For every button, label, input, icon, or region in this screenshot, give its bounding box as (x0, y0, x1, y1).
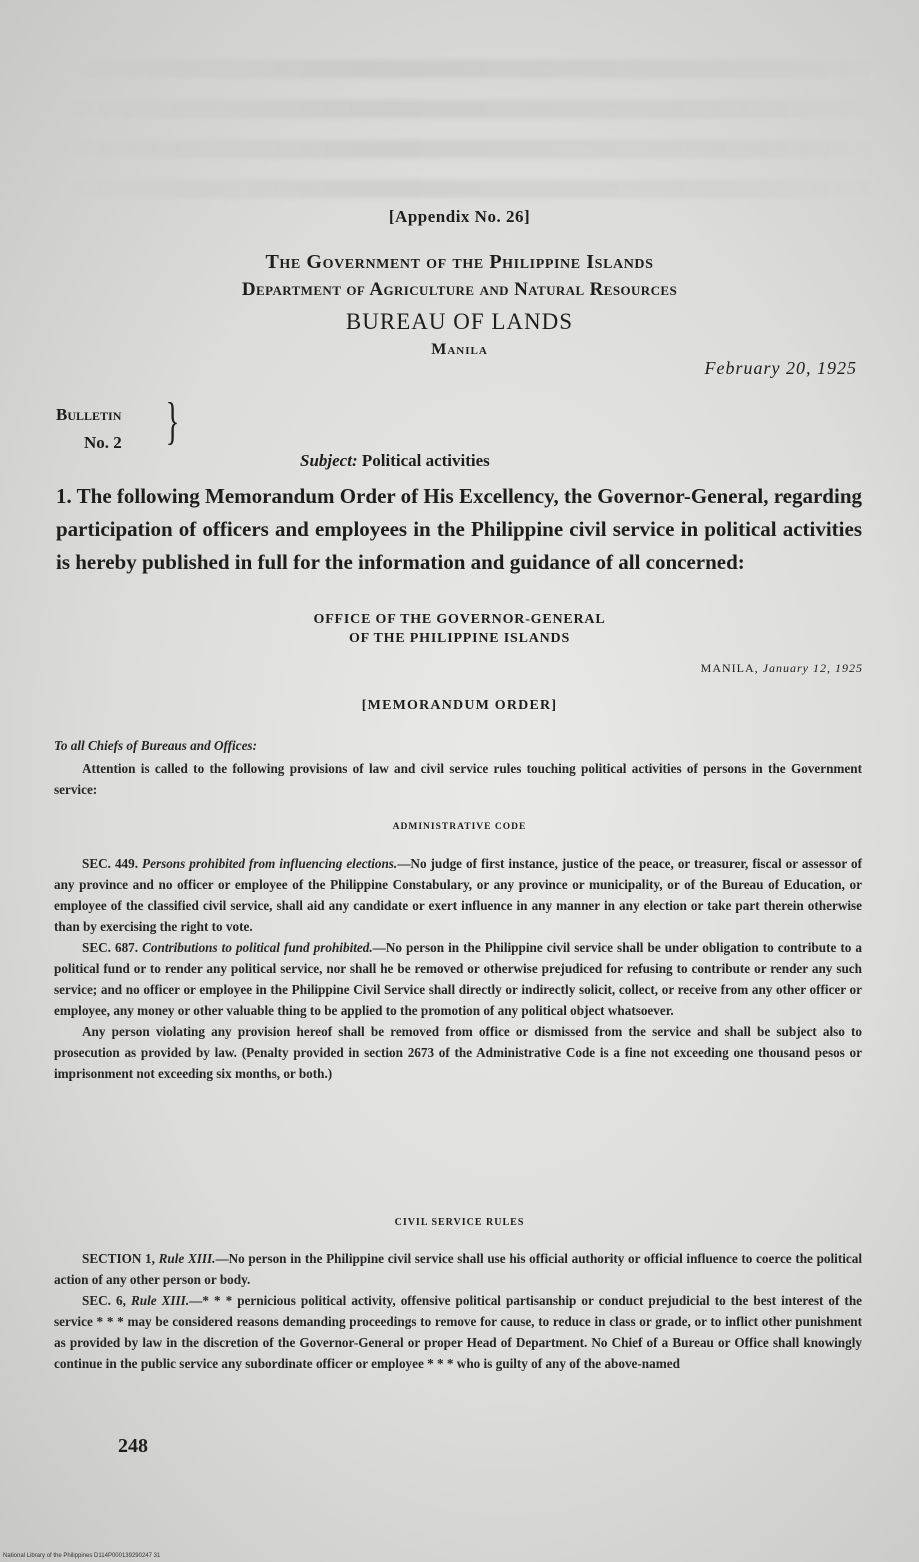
penalty-paragraph: Any person violating any provision hereof shall be removed from office or dismissed from the service and shall be subject also to prosecution as provided by law. (Penalty provided in section 2673 of the Administrative Code is a fine not exceeding one thousand pesos or imprisonment not exceeding six months, or both.) (54, 1024, 862, 1081)
office-heading-line1: OFFICE OF THE GOVERNOR-GENERAL (313, 612, 606, 627)
section-687 (54, 937, 862, 1021)
subject-text: Political activities (361, 451, 490, 470)
civil-service-rules-heading: CIVIL SERVICE RULES (394, 1217, 525, 1228)
rules-block (54, 1248, 862, 1374)
section-449-title: Persons prohibited from influencing elections. (142, 856, 398, 871)
memo-place: MANILA, (700, 661, 759, 675)
bleed-through-shadow (60, 100, 880, 118)
bulletin-date: February 20, 1925 (704, 358, 857, 378)
bulletin-number: No. 2 (84, 433, 122, 452)
section-449-text: —No judge of first instance, justice of the peace, or treasurer, fiscal or assessor of any province and no officer or employee of the Philippine Constabulary, or any province or municipality, or of the Bureau of Education, or employee of the classified civil service, shall aid any candidate or exert influence in any manner in any election or take part therein otherwise than by exercising the right to vote. (54, 856, 862, 934)
bleed-through-shadow (60, 140, 880, 158)
department-heading: Department of Agriculture and Natural Resources (241, 279, 678, 300)
subject-label: Subject: (300, 451, 358, 470)
section-687-label: SEC. 687. (82, 940, 139, 955)
addressee-text: To all Chiefs of Bureaus and Offices: (54, 738, 257, 753)
section-449-label: SEC. 449. (82, 856, 139, 871)
government-heading: The Government of the Philippine Islands (265, 251, 654, 273)
section-687-text: —No person in the Philippine civil service shall be under obligation to contribute to a political fund or to render any political service, nor shall he be removed or otherwise prejudiced for refusing to contribute or render any such service; and no officer or employee in the Philippine Civil Service shall directly or indirectly solicit, collect, or receive from any other officer or employee, any money or other valuable thing to be applied to the promotion of any political object whatsoever. (54, 940, 862, 1018)
rule-section-1 (54, 1248, 862, 1290)
bleed-through-shadow (60, 60, 880, 78)
attention-paragraph: Attention is called to the following provisions of law and civil service rules touching political activities of persons in the Government service: (54, 761, 862, 797)
city-heading: Manila (431, 341, 488, 358)
bulletin-label-block (56, 401, 122, 457)
appendix-heading: [Appendix No. 26] (388, 207, 531, 226)
bureau-heading: BUREAU OF LANDS (345, 309, 574, 334)
section-687-title: Contributions to political fund prohibited. (142, 940, 373, 955)
rule-section-6-text: —* * * pernicious political activity, offensive political partisanship or conduct prejudicial to the best interest of the service * * * may be considered reasons demanding proceedings to remove for cause, to reduce in class or grade, or to inflict other punishment as provided by law in the discretion of the Governor-General or proper Head of Department. No Chief of a Bureau or Office shall knowingly continue in the public service any subordinate officer or employee * * * who is guilty of any of the above-named (54, 1293, 863, 1371)
addressee-line (54, 735, 862, 756)
rule-section-1-label: SECTION 1, (82, 1251, 155, 1266)
rule-section-6 (54, 1290, 862, 1374)
rule-section-6-title: Rule XIII. (130, 1293, 190, 1308)
sections-block (54, 853, 862, 1084)
rule-section-1-title: Rule XIII. (158, 1251, 216, 1266)
administrative-code-heading: ADMINISTRATIVE CODE (392, 822, 527, 832)
memorandum-title: [MEMORANDUM ORDER] (361, 698, 558, 713)
brace-glyph: } (165, 393, 180, 450)
subject-line (300, 451, 490, 471)
bleed-through-shadow (60, 180, 880, 198)
intro-paragraph: 1. The following Memorandum Order of His Excellency, the Governor-General, regarding participation of officers and employees in the Philippine civil service in political activities is hereby published in full for the information and guidance of all concerned: (56, 484, 862, 574)
memo-date: January 12, 1925 (762, 661, 863, 675)
bulletin-label: Bulletin (56, 405, 122, 424)
memo-dateline (701, 661, 863, 676)
scan-footer: National Library of the Philippines D114P000139290247 31 (3, 1553, 161, 1559)
page-number: 248 (118, 1435, 148, 1457)
rule-section-6-label: SEC. 6, (82, 1293, 126, 1308)
rule-section-1-text: —No person in the Philippine civil service shall use his official authority or official influence to coerce the political action of any other person or body. (54, 1251, 863, 1287)
office-heading-line2: OF THE PHILIPPINE ISLANDS (348, 631, 571, 646)
section-449 (54, 853, 862, 937)
